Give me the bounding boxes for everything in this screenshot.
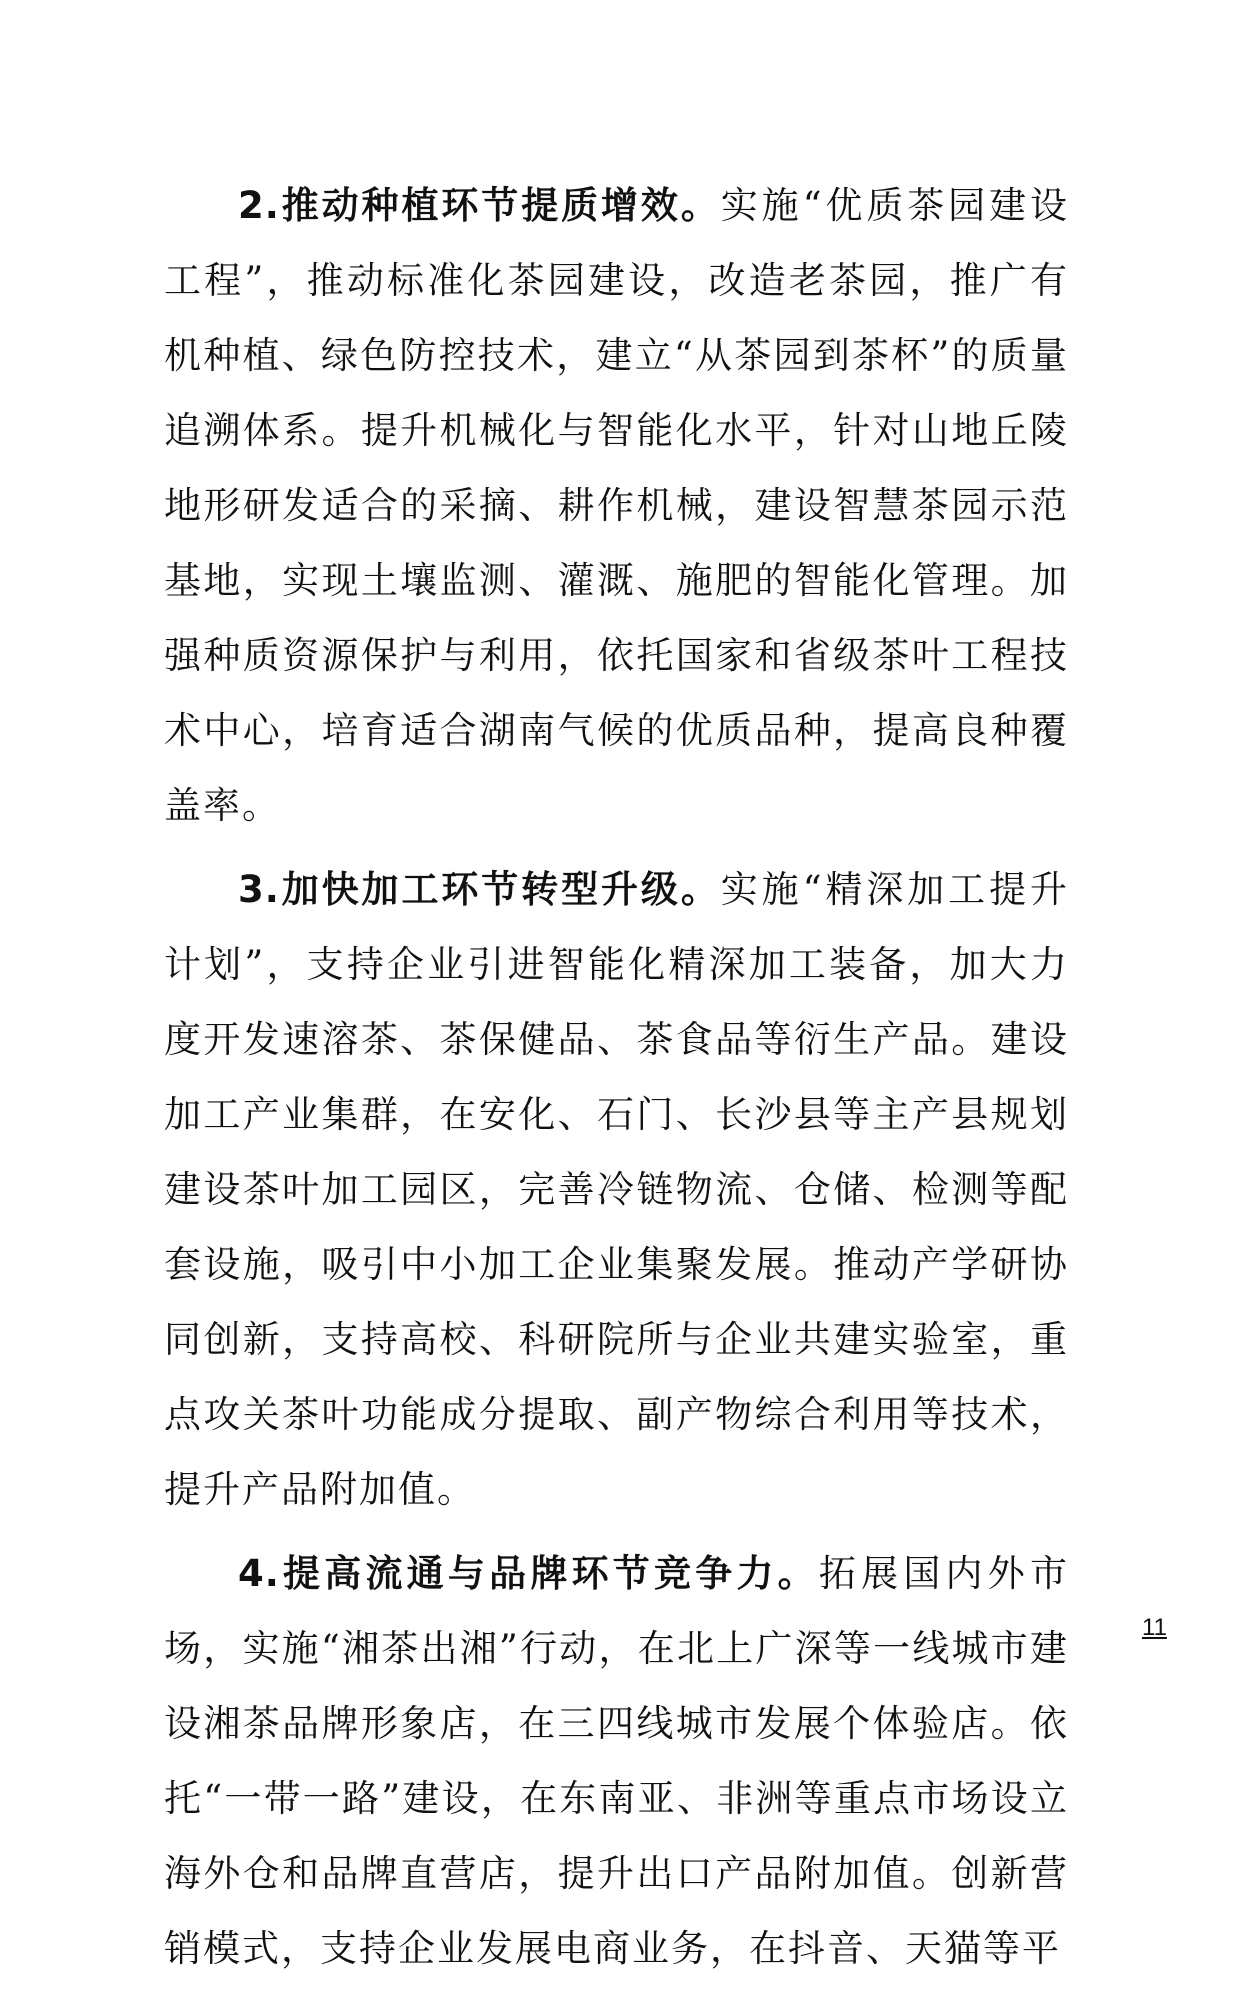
paragraph-body: 实施“优质茶园建设工程”，推动标准化茶园建设，改造老茶园，推广有机种植、绿色防控技术，建立“从茶园到茶杯”的质量追溯体系。提升机械化与智能化水平，针对山地丘陵地形研发适合的采摘、耕作机械，建设智慧茶园示范基地，实现土壤监测、灌溉、施肥的智能化管理。加强种质资源保护与利用，依托国家和省级茶叶工程技术中心，培育适合湖南气候的优质品种，提高良种覆盖率。 [164,184,1069,827]
document-body [164,168,1069,1995]
paragraph-planting [164,168,1069,843]
page-number: 11 [1142,1614,1167,1641]
paragraph-body: 拓展国内外市场，实施“湘茶出湘”行动，在北上广深等一线城市建设湘茶品牌形象店，在三四线城市发展个体验店。依托“一带一路”建设，在东南亚、非洲等重点市场设立海外仓和品牌直营店，提升出口产品附加值。创新营销模式，支持企业发展电商业务，在抖音、天猫等平 [164,1552,1069,1970]
paragraph-heading: 3.加快加工环节转型升级。 [238,868,721,911]
paragraph-circulation [164,1536,1069,1986]
paragraph-heading: 4.提高流通与品牌环节竞争力。 [238,1552,819,1595]
paragraph-processing [164,852,1069,1527]
paragraph-heading: 2.推动种植环节提质增效。 [238,184,721,227]
paragraph-body: 实施“精深加工提升计划”，支持企业引进智能化精深加工装备，加大力度开发速溶茶、茶保健品、茶食品等衍生产品。建设加工产业集群，在安化、石门、长沙县等主产县规划建设茶叶加工园区，完善冷链物流、仓储、检测等配套设施，吸引中小加工企业集聚发展。推动产学研协同创新，支持高校、科研院所与企业共建实验室，重点攻关茶叶功能成分提取、副产物综合利用等技术，提升产品附加值。 [164,868,1069,1511]
